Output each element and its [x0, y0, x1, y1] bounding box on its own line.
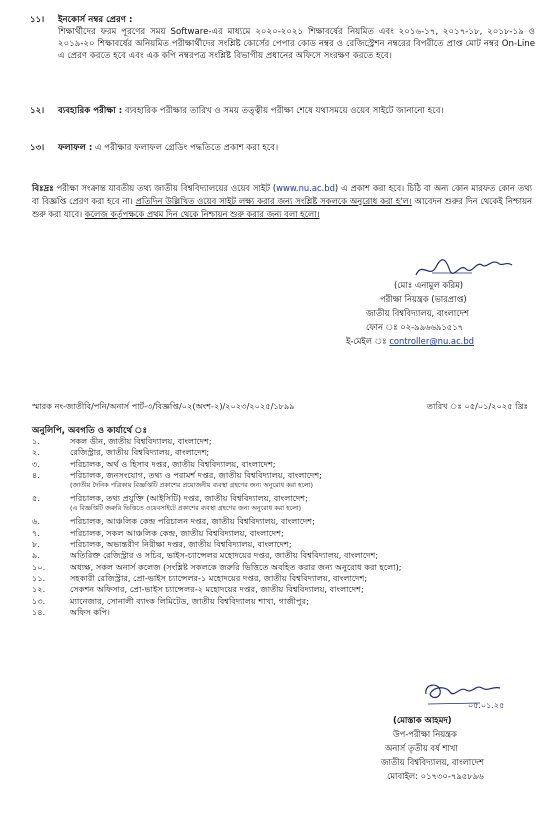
notice-text: পরীক্ষা সংক্রান্ত যাবতীয় তথ্য জাতীয় বিশ্ববিদ্যালয়ের ওয়েব সাইট ( — [53, 183, 277, 193]
memo-date: তারিখ ঃ ০৫/০১/২০২৫ খ্রিঃ — [426, 401, 528, 411]
section-text: শিক্ষার্থীদের ফরম পূরণের সময় Software-এর মাধ্যমে ২০২০-২০২১ শিক্ষাবর্ষের নিয়মিত এবং ২০১৬-১৭, ২০১৭-১৮, ২০১৮-১৯ ও ২০১৯-২০ শিক্ষাবর্ষের অনিয়মিত পরীক্ষার্থীদের সংশ্লিষ্ট কোর্সের পেপার কোড নম্বর ও রেজিস্ট্রেশন নম্বরের বিপরীতে প্রাপ্ত মোট নম্বর On-Line এ প্রেরণ করতে হবে এবং এক কপি নম্বরপত্র সংশ্লিষ্ট বিভাগীয় প্রধানের অফিসে সংরক্ষণ করতে হবে। — [58, 27, 535, 61]
signatory-name: (মোঃ এনামুল করিম) — [394, 280, 464, 290]
email-link[interactable]: controller@nu.ac.bd — [389, 336, 474, 346]
memo-reference: স্মারক নং-জাতীবি/পনি/অনার্স পার্ট-৩/বিজ্ঞপ্তি/০২(অংশ-২)/২০২৩/২০২৫/১৮৯৯ — [32, 401, 295, 411]
section-11 — [30, 14, 535, 62]
section-text: ব্যবহারিক পরীক্ষার তারিখ ও সময় তত্ত্বীয় পরীক্ষা শেষে যথাসময়ে ওয়েব সাইটে জানানো হবে। — [124, 106, 444, 116]
list-item: ২. রেজিস্ট্রার, জাতীয় বিশ্ববিদ্যালয়, বাংলাদেশ; — [32, 447, 210, 458]
list-item-note: (জাতীয় দৈনিক পত্রিকায় বিজ্ঞপ্তিটি প্রকাশের প্রয়োজনীয় ব্যবস্থা গ্রহণের জন্য অনুরোধ করা হলো) — [70, 481, 314, 490]
notice-paragraph — [32, 182, 532, 221]
signatory-name: (মোস্তাক আহমদ) — [393, 715, 452, 725]
section-heading: ইনকোর্স নম্বর প্রেরণ : — [58, 15, 133, 25]
list-item: ১৩. ম্যানেজার, সোনালী ব্যাংক লিমিটেড, জাতীয় বিশ্ববিদ্যালয় শাখা, গাজীপুর; — [32, 595, 309, 606]
list-item: ১১. সহকারী রেজিস্ট্রার, প্রো-ভাইস চ্যান্সেলর-১ মহোদয়ের দপ্তর, জাতীয় বিশ্ববিদ্যালয়, বাংলাদেশ; — [32, 572, 368, 583]
notice-text: ) এ প্রকাশ করা হবে। চিঠি বা অন্য কোন মারফত কোন তথ্য বা বিজ্ঞপ্তি প্রেরণ করা হবে না। — [32, 183, 532, 206]
notice-text: আবেদন শুরুর দিন থেকেই নিশ্চায়ন শুরু করা যাবে। — [32, 196, 533, 219]
section-heading: ব্যবহারিক পরীক্ষা : — [58, 106, 123, 116]
website-link[interactable]: www.nu.ac.bd — [276, 183, 335, 193]
signature-date: ০৫.০১.২৫ — [468, 701, 505, 710]
section-number: ১৩। — [30, 143, 45, 153]
list-item: ৫. পরিচালক, তথ্য প্রযুক্তি (আইসিটি) দপ্তর, জাতীয় বিশ্ববিদ্যালয়, বাংলাদেশ; (এ বিজ্ঞপ্তিটি জরুরি ভিত্তিতে ওয়েবসাইটে প্রকাশের ব্যবস্থা গ্রহণের জন্য অনুরোধ করা হলো) — [32, 493, 537, 513]
list-item-note: (এ বিজ্ঞপ্তিটি জরুরি ভিত্তিতে ওয়েবসাইটে প্রকাশের ব্যবস্থা গ্রহণের জন্য অনুরোধ করা হলো) — [70, 504, 302, 513]
section-number: ১২। — [30, 106, 45, 116]
copy-list — [32, 436, 537, 618]
copy-heading: অনুলিপি, অবগতি ও কার্যার্থে ঃ — [32, 426, 148, 436]
signatory-designation: পরীক্ষা নিয়ন্ত্রক (ভারপ্রাপ্ত) — [380, 294, 467, 304]
list-item: ৪. পরিচালক, জনসংযোগ, তথ্য ও পরামর্শ দপ্তর, জাতীয় বিশ্ববিদ্যালয়, বাংলাদেশ; (জাতীয় দৈনিক পত্রিকায় বিজ্ঞপ্তিটি প্রকাশের প্রয়োজনীয় ব্যবস্থা গ্রহণের জন্য অনুরোধ করা হলো) — [32, 470, 537, 490]
signatory-office: জাতীয় বিশ্ববিদ্যালয়, বাংলাদেশ — [366, 308, 469, 318]
list-item: ১০. অধ্যক্ষ, সকল অনার্স কলেজ (সংশ্লিষ্ট সকলকে জরুরি ভিত্তিতে অবহিত করার জন্য অনুরোধ করা হলো); — [32, 561, 402, 572]
signatory-block — [346, 278, 531, 348]
email-label: ই-মেইল ঃ — [346, 336, 387, 346]
signatory-phone: ফোন ঃ ০২-৯৯৬৬৯১৫১৭ — [366, 322, 464, 332]
list-item: ৬. পরিচালক, আঞ্চলিক কেন্দ্র পরিচালন দপ্তর, জাতীয় বিশ্ববিদ্যালয়, বাংলাদেশ; — [32, 516, 315, 527]
list-item: ৯. অতিরিক্ত রেজিস্ট্রার ও সচিব, ভাইস-চ্যান্সেলর মহোদয়ের দপ্তর, জাতীয় বিশ্ববিদ্যালয়, বাংলাদেশ; — [32, 550, 379, 561]
signatory-mobile: মোবাইল: ০১৭৩০-৭৯৫৮৯৬ — [387, 771, 484, 781]
list-item: ৭. পরিচালক, সকল আঞ্চলিক কেন্দ্র, জাতীয় বিশ্ববিদ্যালয়, বাংলাদেশ; — [32, 527, 284, 538]
section-heading: ফলাফল : — [58, 143, 93, 153]
notice-underlined: কলেজ কর্তৃপক্ষকে প্রথম দিন থেকে নিশ্চায়ন শুরু করার জন্য বলা হলো। — [84, 209, 320, 219]
section-number: ১১। — [30, 15, 45, 25]
section-13 — [30, 142, 535, 154]
signatory-block — [381, 713, 531, 783]
list-item: ৮. পরিচালক, অভ্যন্তরীণ নিরীক্ষা দপ্তর, জাতীয় বিশ্ববিদ্যালয়, বাংলাদেশ; — [32, 539, 292, 550]
section-text: এ পরীক্ষার ফলাফল গ্রেডিং পদ্ধতিতে প্রকাশ করা হবে। — [95, 143, 279, 153]
signatory-office: জাতীয় বিশ্ববিদ্যালয়, বাংলাদেশ — [381, 757, 484, 767]
list-item: ১. সকল ডীন, জাতীয় বিশ্ববিদ্যালয়, বাংলাদেশ; — [32, 436, 212, 446]
notice-underlined: প্রতিদিন উল্লিখিত ওয়েব সাইট লক্ষ্য করার জন্য সংশ্লিষ্ট সকলকে অনুরোধ করা হ'ল। — [135, 196, 412, 206]
list-item: ১২. সেকশন অফিসার, প্রো-ভাইস চ্যান্সেলর-২ মহোদয়ের দপ্তর, জাতীয় বিশ্ববিদ্যালয়, বাংলাদেশ; — [32, 584, 364, 595]
section-12 — [30, 105, 535, 117]
list-item: ১৪. অফিস কপি। — [32, 606, 110, 617]
notice-label: বিঃদ্রঃ — [32, 183, 54, 193]
list-item: ৩. পরিচালক, অর্থ ও হিসাব দপ্তর, জাতীয় বিশ্ববিদ্যালয়, বাংলাদেশ; — [32, 458, 276, 469]
signatory-branch: অনার্স তৃতীয় বর্ষ শাখা — [385, 743, 458, 753]
signatory-designation: উপ-পরীক্ষা নিয়ন্ত্রক — [393, 729, 457, 739]
